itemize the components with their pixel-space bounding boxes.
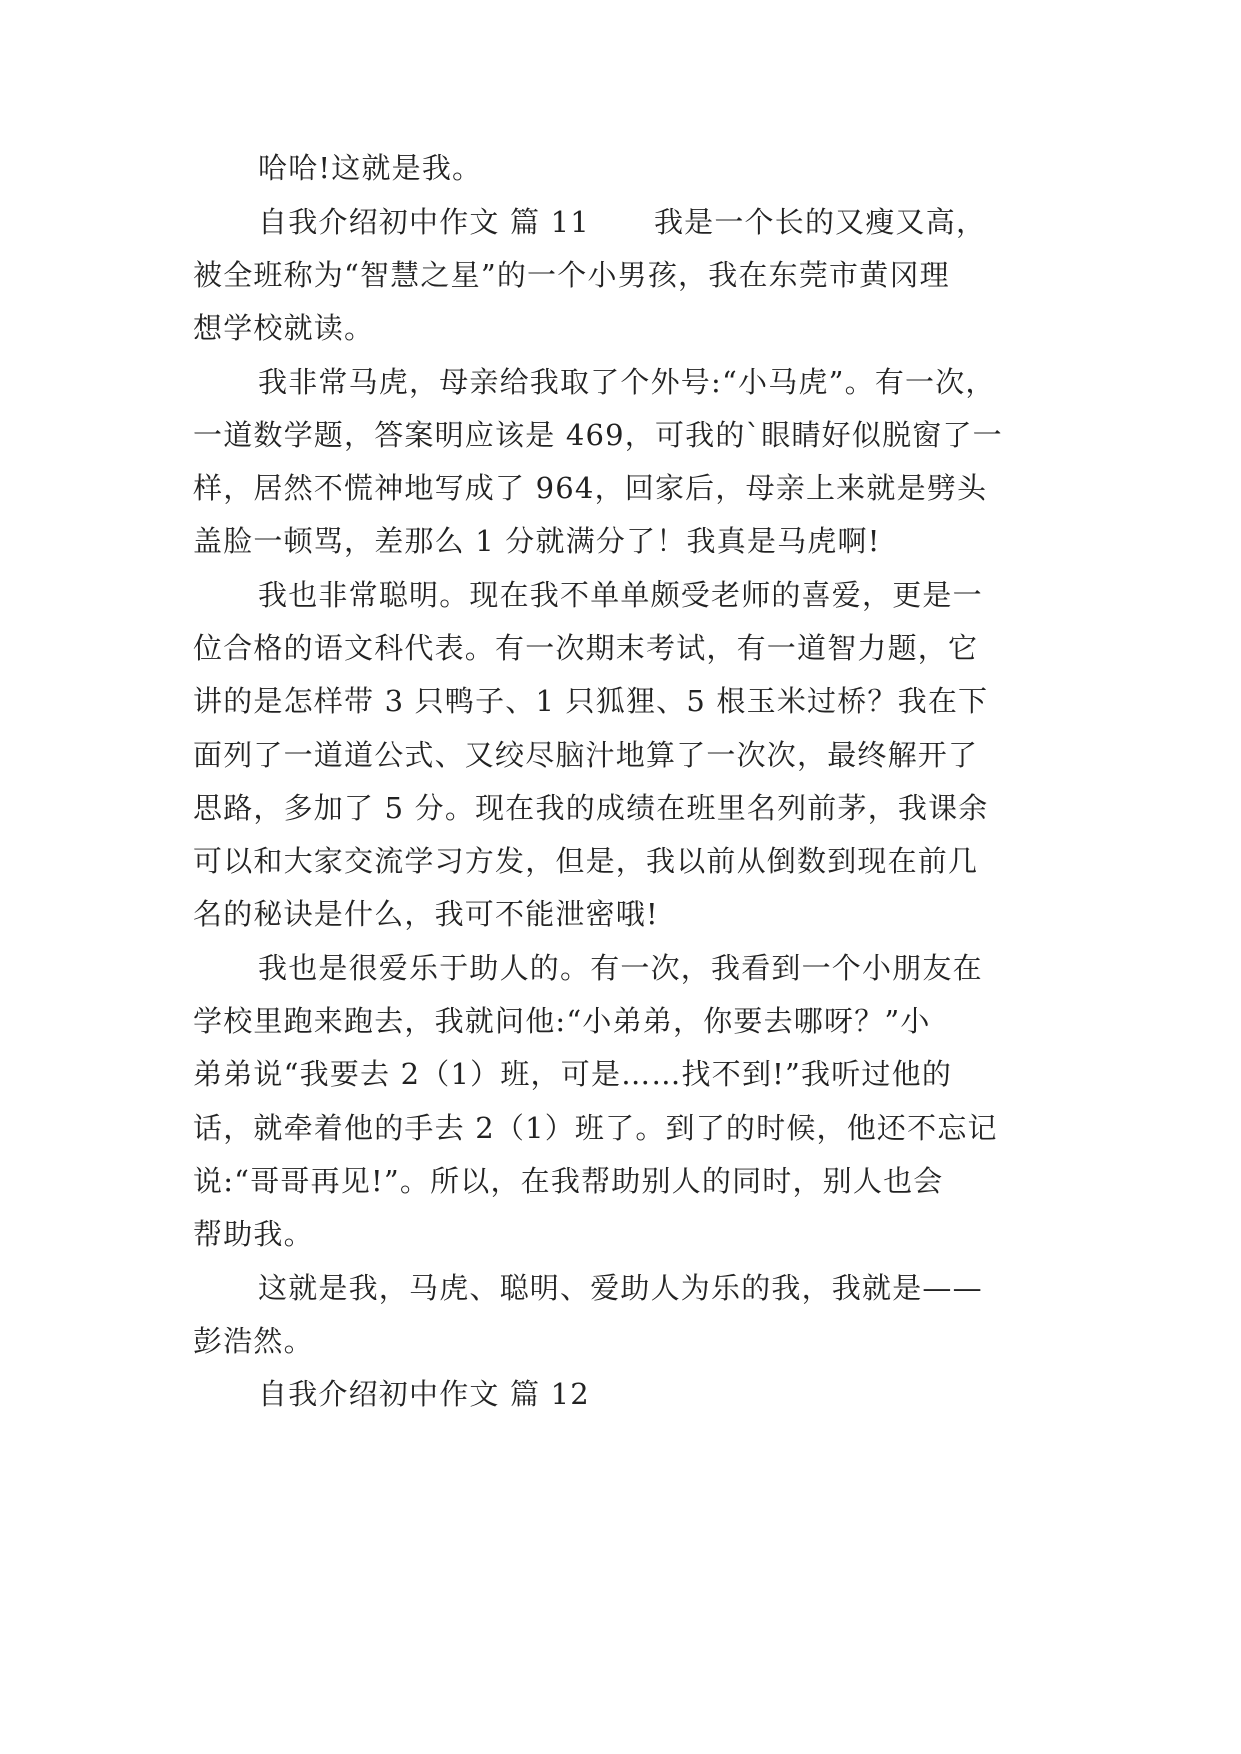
paragraph-line: 被全班称为“智慧之星”的一个小男孩，我在东莞市黄冈理: [193, 258, 950, 292]
paragraph-line: 帮助我。: [193, 1217, 314, 1251]
paragraph-line: 我非常马虎，母亲给我取了个外号:“小马虎”。有一次，: [258, 365, 996, 399]
paragraph-line: 学校里跑来跑去，我就问他:“小弟弟，你要去哪呀？”小: [193, 1004, 931, 1038]
paragraph-line: 位合格的语文科代表。有一次期末考试，有一道智力题，它: [193, 631, 979, 665]
paragraph-line: 盖脸一顿骂，差那么 1 分就满分了！我真是马虎啊!: [193, 524, 881, 558]
paragraph-line: 哈哈!这就是我。: [258, 151, 483, 185]
paragraph-line: 我也非常聪明。现在我不单单颇受老师的喜爱，更是一: [258, 578, 983, 612]
paragraph-line: 我也是很爱乐于助人的。有一次，我看到一个小朋友在: [258, 951, 983, 985]
paragraph-line: 一道数学题，答案明应该是 469，可我的`眼睛好似脱窗了一: [193, 418, 1003, 452]
essay-heading: 自我介绍初中作文 篇 11: [258, 205, 590, 239]
essay-heading-line: [258, 192, 1118, 252]
paragraph-line: 彭浩然。: [193, 1324, 314, 1358]
paragraph-line: 面列了一道道公式、又绞尽脑汁地算了一次次，最终解开了: [193, 738, 979, 772]
paragraph-line: 可以和大家交流学习方发，但是，我以前从倒数到现在前几: [193, 844, 979, 878]
paragraph-line: 说:“哥哥再见!”。所以，在我帮助别人的同时，别人也会: [193, 1164, 944, 1198]
paragraph-line: 这就是我，马虎、聪明、爱助人为乐的我，我就是——: [258, 1271, 983, 1305]
paragraph-line: 讲的是怎样带 3 只鸭子、1 只狐狸、5 根玉米过桥？我在下: [193, 684, 989, 718]
paragraph-line: 思路，多加了 5 分。现在我的成绩在班里名列前茅，我课余: [193, 791, 989, 825]
paragraph-line: 话，就牵着他的手去 2（1）班了。到了的时候，他还不忘记: [193, 1111, 998, 1145]
paragraph-line: 名的秘诀是什么，我可不能泄密哦!: [193, 897, 659, 931]
essay-heading: 自我介绍初中作文 篇 12: [258, 1377, 590, 1411]
paragraph-line: 想学校就读。: [193, 311, 375, 345]
paragraph-line: 弟弟说“我要去 2（1）班，可是……找不到!”我听过他的: [193, 1057, 953, 1091]
paragraph-line: 我是一个长的又瘦又高，: [653, 205, 987, 239]
paragraph-line: 样，居然不慌神地写成了 964，回家后，母亲上来就是劈头: [193, 471, 988, 505]
